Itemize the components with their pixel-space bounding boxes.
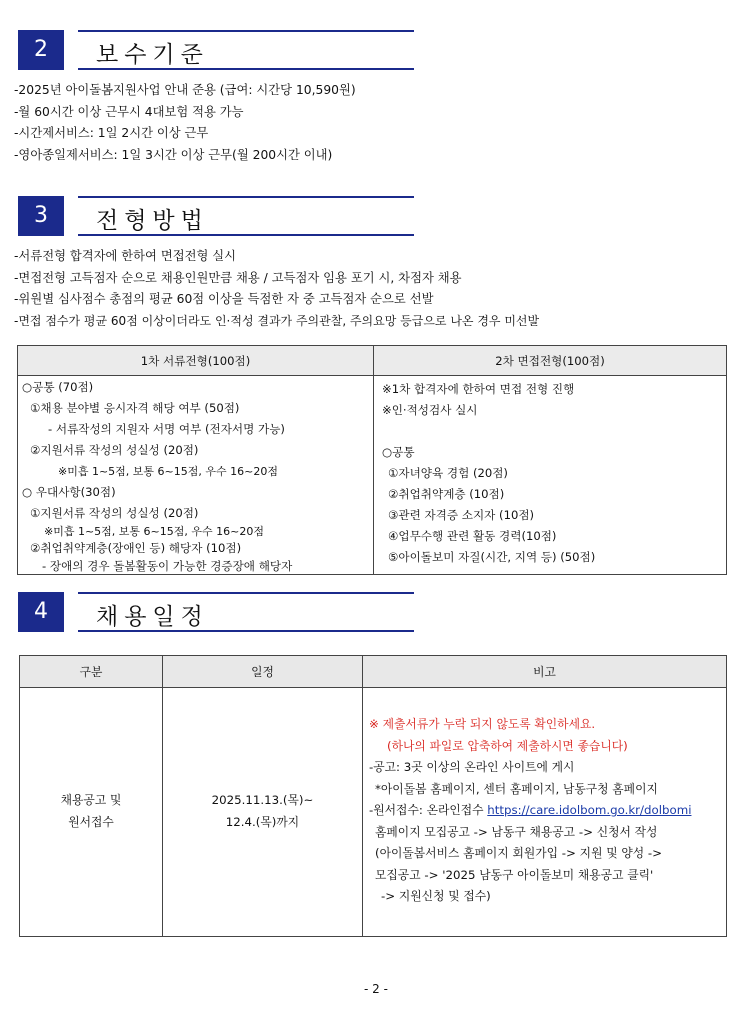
criteria-line: ②취업취약계층 (10점) <box>388 487 505 501</box>
criteria-line: - 서류작성의 지원자 서명 여부 (전자서명 가능) <box>48 422 285 436</box>
selection-line: -면접전형 고득점자 순으로 채용인원만큼 채용 / 고득점자 임용 포기 시, 차점자 채용 <box>14 270 462 285</box>
warning-note: (하나의 파일로 압축하여 제출하시면 좋습니다) <box>387 738 628 753</box>
criteria-line: - 장애의 경우 돌봄활동이 가능한 경증장애 해당자 <box>42 559 293 573</box>
selection-line: -면접 점수가 평균 60점 이상이더라도 인·적성 결과가 주의관찰, 주의요망 등급으로 나온 경우 미선발 <box>14 313 540 328</box>
section-3-lines <box>14 246 539 332</box>
section-3-header <box>18 196 414 238</box>
section-title: 보수기준 <box>96 42 209 68</box>
schedule-header: 일정 <box>163 656 363 688</box>
selection-line: -위원별 심사점수 총점의 평균 60점 이상을 득점한 자 중 고득점자 순으로 선발 <box>14 292 434 306</box>
criteria-line <box>374 421 726 442</box>
category-header: 구분 <box>20 656 163 688</box>
pay-line: -월 60시간 이상 근무시 4대보험 적용 가능 <box>14 104 244 119</box>
interview-header: 2차 면접전형(100점) <box>374 346 727 376</box>
criteria-line: ③관련 자격증 소지자 (10점) <box>388 508 535 522</box>
schedule-text: 2025.11.13.(목)~ <box>211 793 314 808</box>
warning-note: ※ 제출서류가 누락 되지 않도록 확인하세요. <box>369 717 596 731</box>
section-title-box <box>78 30 414 70</box>
section-number: 3 <box>18 196 64 236</box>
pay-line: -2025년 아이돌봄지원사업 안내 준용 (급여: 시간당 10,590원) <box>14 83 356 97</box>
note-line: 홈페이지 모집공고 -> 남동구 채용공고 -> 신청서 작성 <box>375 824 658 839</box>
note-header: 비고 <box>363 656 727 688</box>
interview-cell <box>374 376 727 575</box>
criteria-line: ⑤아이돌보미 자질(시간, 지역 등) (50점) <box>388 550 596 564</box>
section-4-header <box>18 592 414 634</box>
section-title-box <box>78 592 414 632</box>
criteria-line: ①자녀양육 경험 (20점) <box>388 466 508 480</box>
schedule-table <box>19 655 727 937</box>
screening-table <box>17 345 727 575</box>
section-title: 채용일정 <box>96 604 209 630</box>
schedule-text: 12.4.(목)까지 <box>225 814 300 829</box>
note-cell <box>363 688 727 937</box>
criteria-line: ○ 우대사항(30점) <box>22 485 116 499</box>
criteria-line: ①채용 분야별 응시자격 해당 여부 (50점) <box>30 401 240 415</box>
criteria-line: ○공통 (70점) <box>22 380 94 394</box>
criteria-line: ○공통 <box>382 445 415 459</box>
pay-line: -영아종일제서비스: 1일 3시간 이상 근무(월 200시간 이내) <box>14 147 333 162</box>
criteria-line: ※1차 합격자에 한하여 면접 전형 진행 <box>382 382 575 396</box>
note-line: (아이돌봄서비스 홈페이지 회원가입 -> 지원 및 양성 -> <box>375 846 663 860</box>
section-2-header <box>18 30 414 72</box>
criteria-line: ④업무수행 관련 활동 경력(10점) <box>388 529 557 543</box>
section-number: 4 <box>18 592 64 632</box>
category-text: 채용공고 및 <box>60 793 122 808</box>
document-screening-cell <box>18 376 374 575</box>
section-number: 2 <box>18 30 64 70</box>
note-line <box>369 800 726 822</box>
criteria-line: ※인·적성검사 실시 <box>382 403 478 417</box>
schedule-cell <box>163 688 363 937</box>
section-title-box <box>78 196 414 236</box>
criteria-line: ①지원서류 작성의 성실성 (20점) <box>30 506 199 520</box>
note-line: -공고: 3곳 이상의 온라인 사이트에 게시 <box>369 760 575 774</box>
pay-line: -시간제서비스: 1일 2시간 이상 근무 <box>14 126 209 140</box>
note-line: -> 지원신청 및 접수) <box>381 889 491 903</box>
criteria-line: ②취업취약계층(장애인 등) 해당자 (10점) <box>30 541 242 555</box>
apply-link[interactable]: https://care.idolbom.go.kr/dolbomi <box>487 803 692 817</box>
category-text: 원서접수 <box>68 814 114 829</box>
criteria-line: ※미흡 1~5점, 보통 6~15점, 우수 16~20점 <box>44 525 264 538</box>
category-cell <box>20 688 163 937</box>
selection-line: -서류전형 합격자에 한하여 면접전형 실시 <box>14 249 237 263</box>
section-title: 전형방법 <box>96 208 209 234</box>
criteria-line: ※미흡 1~5점, 보통 6~15점, 우수 16~20점 <box>58 465 278 478</box>
note-line: *아이돌봄 홈페이지, 센터 홈페이지, 남동구청 홈페이지 <box>375 781 658 796</box>
apply-prefix: -원서접수: 온라인접수 <box>369 803 488 817</box>
document-screening-header: 1차 서류전형(100점) <box>18 346 374 376</box>
criteria-line: ②지원서류 작성의 성실성 (20점) <box>30 443 199 457</box>
page-number: - 2 - <box>364 982 388 996</box>
note-line: 모집공고 -> '2025 남동구 아이돌보미 채용공고 클릭' <box>375 867 654 882</box>
section-2-lines <box>14 80 356 166</box>
